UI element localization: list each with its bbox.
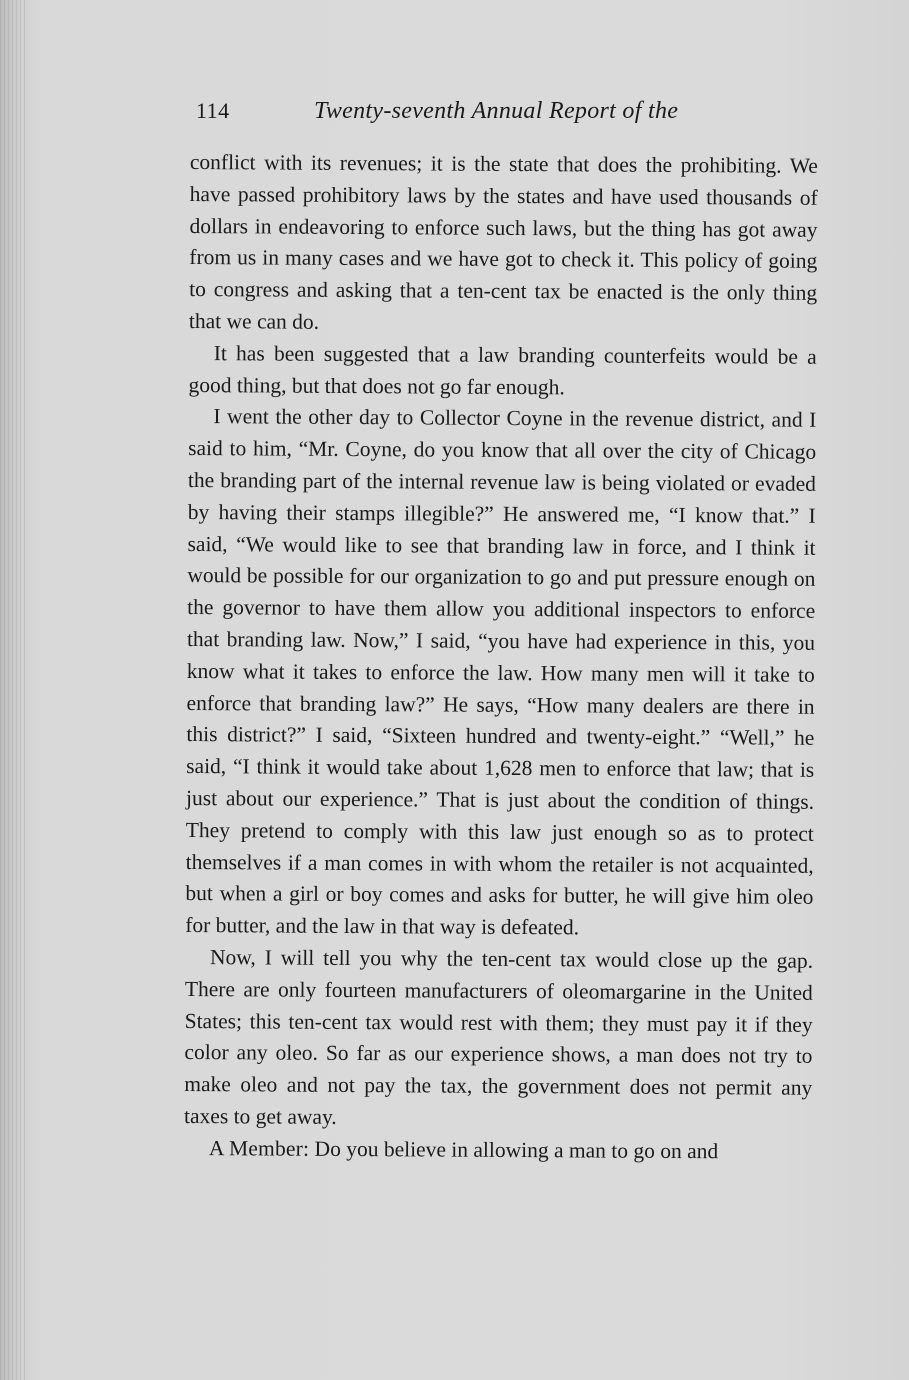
paragraph-5 [184,1133,812,1169]
paragraph-4: Now, I will tell you why the ten-cent tax would close up the gap. There are only fourteen manufacturers of oleomargarine in the United States; this ten-cent tax would rest with them; they must pay it if they color any oleo. So far as our experience shows, a man does not try to make oleo and not pay the tax, the government does not permit any taxes to get away. [184,945,814,1129]
paragraph-1: conflict with its revenues; it is the state that does the prohibiting. We have passed prohibitory laws by the states and have used thousands of dollars in endeavoring to enforce such laws, but the thing has got away from us in many cases and we have got to check it. This policy of going to congress and asking that a ten-cent tax be enacted is the only thing that we can do. [188,149,818,334]
page-number: 114 [196,98,230,123]
page-header [196,98,816,138]
speaker-text: Do you believe in allowing a man to go on and [314,1136,719,1163]
paragraph-3: I went the other day to Collector Coyne in the revenue district, and I said to him, “Mr. Coyne, do you know that all over the city of Chicago the branding part of the internal revenue law is being violated or evaded by having their stamps illegible?” He answered me, “I know that.” I said, “We would like to see that branding law in force, and I think it would be possible for our organization to go and put pressure enough on the governor to have them allow you additional inspectors to enforce that branding law. Now,” I said, “you have had experience in this, you know what it takes to enforce the law. How many men will it take to enforce that branding law?” He says, “How many dealers are there in this district?” I said, “Sixteen hundred and twenty-eight.” “Well,” he said, “I think it would take about 1,628 men to enforce that law; that is just about our experience.” That is just about the condition of things. They pretend to comply with this law just enough so as to protect themselves if a man comes in with whom the retailer is not acquainted, but when a girl or boy comes and asks for butter, he will give him oleo for butter, and the law in that way is defeated. [185,404,817,940]
speaker-label: A Member: [208,1135,310,1161]
body-text [184,147,818,1168]
running-title: Twenty-seventh Annual Report of the [314,98,679,124]
binding-edge [0,0,28,1380]
paragraph-2: It has been suggested that a law branding counterfeits would be a good thing, but that does not go far enough. [188,340,817,399]
